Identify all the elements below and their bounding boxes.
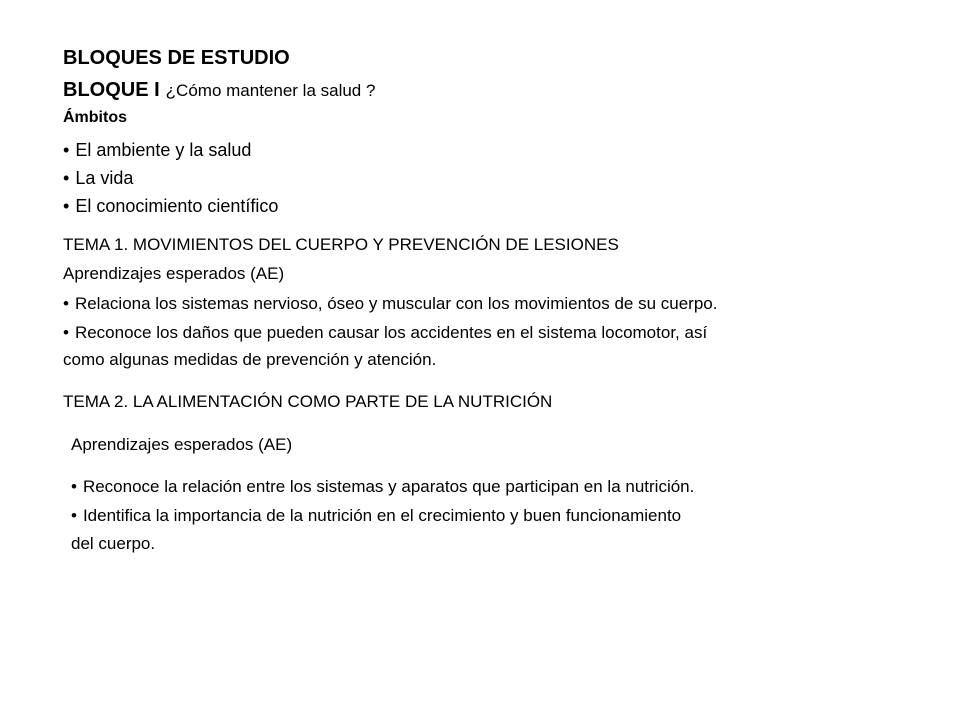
bullet-icon: •	[63, 323, 69, 342]
tema1-ae-title: Aprendizajes esperados (AE)	[63, 264, 285, 283]
tema2-title: TEMA 2. LA ALIMENTACIÓN COMO PARTE DE LA NUTRICIÓN	[63, 392, 553, 411]
ambito-item-label: El ambiente y la salud	[75, 140, 252, 160]
bullet-icon: •	[63, 294, 69, 313]
bullet-icon: •	[63, 168, 70, 188]
tema1-ae-item-continuation: como algunas medidas de prevención y atención.	[63, 350, 437, 369]
bullet-icon: •	[63, 140, 70, 160]
tema1-ae-item	[63, 295, 717, 312]
tema2-ae-item	[71, 478, 694, 495]
ambito-item-label: El conocimiento científico	[75, 196, 279, 216]
tema1-ae-item-text: Reconoce los daños que pueden causar los accidentes en el sistema locomotor, así	[74, 323, 708, 342]
ambito-item	[63, 169, 133, 187]
ambito-item-label: La vida	[75, 168, 134, 188]
ambito-item	[63, 141, 251, 159]
ambito-item	[63, 197, 278, 215]
tema1-ae-item	[63, 324, 707, 341]
tema1-ae-item-text: Relaciona los sistemas nervioso, óseo y muscular con los movimientos de su cuerpo.	[74, 294, 718, 313]
bullet-icon: •	[71, 477, 77, 496]
ambitos-title: Ámbitos	[63, 109, 127, 126]
block-label: BLOQUE I	[63, 79, 160, 101]
bullet-icon: •	[63, 196, 70, 216]
tema2-ae-item-continuation: del cuerpo.	[71, 534, 156, 553]
block-row	[63, 80, 375, 100]
tema2-ae-item-text: Identifica la importancia de la nutrición en el crecimiento y buen funcionamiento	[82, 506, 682, 525]
tema2-ae-title: Aprendizajes esperados (AE)	[71, 435, 293, 454]
block-question: ¿Cómo mantener la salud ?	[165, 81, 376, 100]
page-title: BLOQUES DE ESTUDIO	[63, 47, 290, 69]
tema2-ae-item	[71, 507, 681, 524]
tema1-title: TEMA 1. MOVIMIENTOS DEL CUERPO Y PREVENCIÓN DE LESIONES	[63, 235, 619, 254]
bullet-icon: •	[71, 506, 77, 525]
tema2-ae-item-text: Reconoce la relación entre los sistemas y aparatos que participan en la nutrición.	[82, 477, 695, 496]
